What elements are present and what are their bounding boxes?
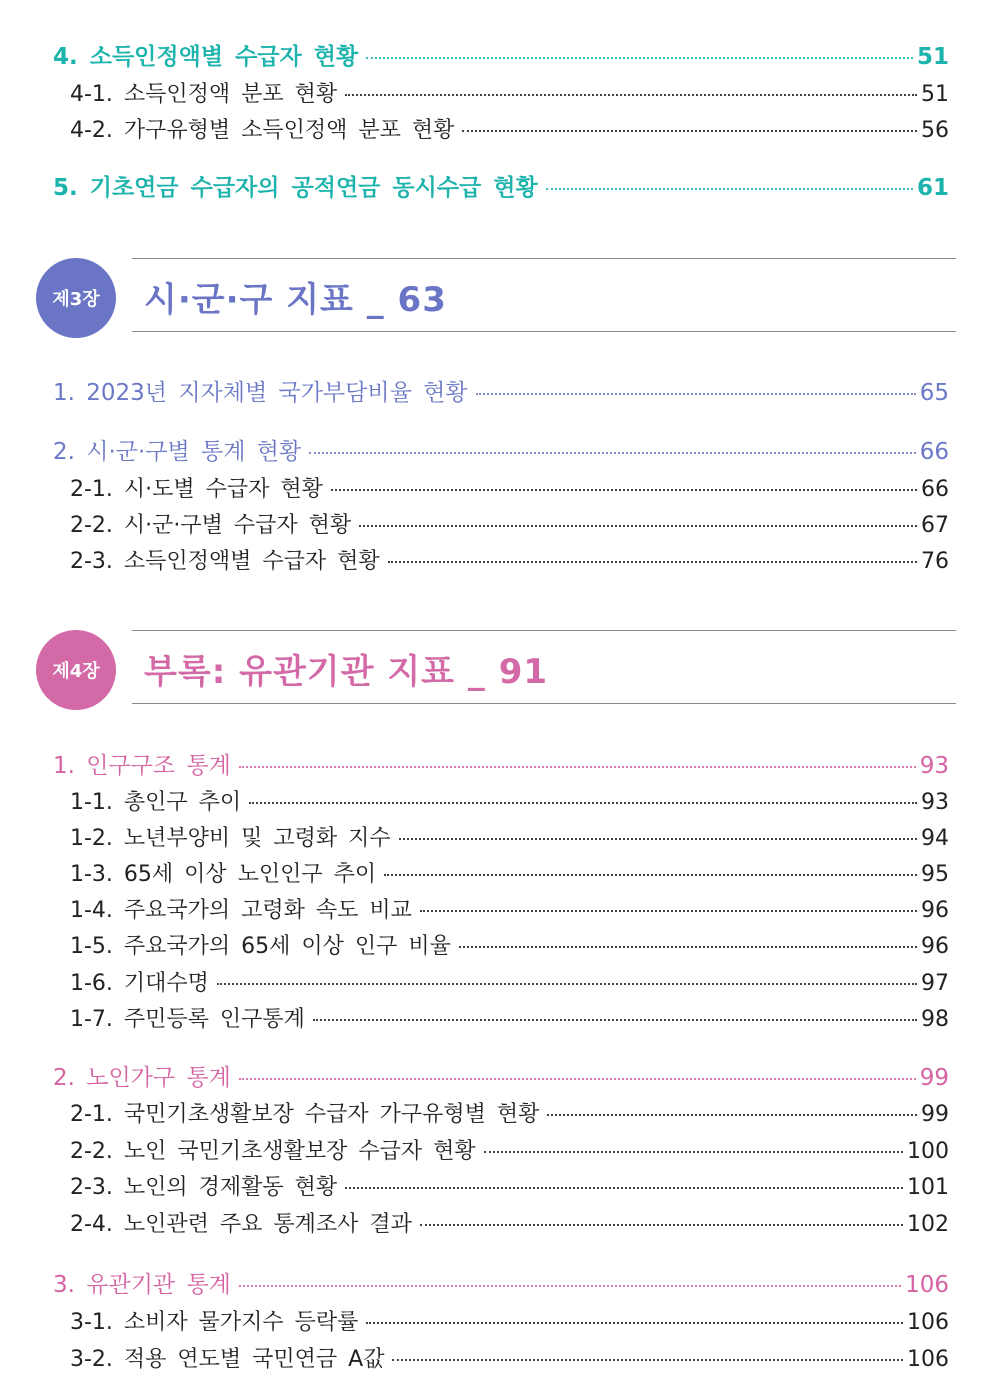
toc-page-number: 94 — [921, 826, 949, 851]
toc-entry-text: 2-4. 노인관련 주요 통계조사 결과 — [70, 1212, 412, 1237]
toc-page-number: 102 — [907, 1212, 949, 1237]
divider — [132, 258, 956, 259]
chapter-badge: 제4장 — [36, 630, 116, 710]
leader-dots — [217, 983, 917, 985]
toc-entry-text: 1-5. 주요국가의 65세 이상 인구 비율 — [70, 934, 451, 959]
toc-entry-text: 5. 기초연금 수급자의 공적연금 동시수급 현황 — [53, 175, 538, 201]
toc-ch4-sub-1-3[interactable] — [70, 857, 949, 887]
leader-dots — [309, 452, 915, 454]
leader-dots — [420, 1224, 903, 1226]
toc-page-number: 93 — [921, 790, 949, 815]
leader-dots — [484, 1151, 903, 1153]
leader-dots — [313, 1019, 917, 1021]
leader-dots — [462, 130, 917, 132]
toc-ch4-sub-1-7[interactable] — [70, 1002, 949, 1032]
toc-page-number: 99 — [919, 1065, 949, 1091]
toc-page-number: 61 — [916, 175, 949, 201]
toc-page-number: 93 — [919, 753, 949, 779]
toc-page-number: 99 — [921, 1102, 949, 1127]
leader-dots — [239, 766, 916, 768]
leader-dots — [476, 393, 916, 395]
toc-section-4[interactable] — [53, 38, 949, 70]
toc-page-number: 106 — [905, 1272, 949, 1298]
toc-entry-text: 4. 소득인정액별 수급자 현황 — [53, 44, 359, 70]
toc-page-number: 66 — [919, 439, 949, 465]
toc-entry-text: 1. 2023년 지자체별 국가부담비율 현황 — [53, 380, 468, 406]
toc-ch4-sub-3-1[interactable] — [70, 1305, 949, 1335]
toc-page-number: 96 — [921, 898, 949, 923]
leader-dots — [399, 838, 917, 840]
leader-dots — [366, 1322, 903, 1324]
leader-dots — [384, 874, 917, 876]
divider — [132, 630, 956, 631]
toc-entry-text: 1-7. 주민등록 인구통계 — [70, 1007, 305, 1032]
toc-ch4-sub-1-1[interactable] — [70, 785, 949, 815]
toc-page-number: 65 — [919, 380, 949, 406]
toc-entry-text: 2-1. 국민기초생활보장 수급자 가구유형별 현황 — [70, 1102, 540, 1127]
toc-ch4-sub-2-1[interactable] — [70, 1097, 949, 1127]
toc-ch3-sub-2-3[interactable] — [70, 544, 949, 574]
divider — [132, 703, 956, 704]
toc-subsection-4-1[interactable] — [70, 77, 949, 107]
toc-entry-text: 1-6. 기대수명 — [70, 971, 209, 996]
toc-entry-text: 1. 인구구조 통계 — [53, 753, 231, 779]
toc-subsection-4-2[interactable] — [70, 113, 949, 143]
toc-entry-text: 3-1. 소비자 물가지수 등락률 — [70, 1310, 359, 1335]
toc-ch4-sub-1-5[interactable] — [70, 929, 949, 959]
toc-page-number: 67 — [921, 513, 949, 538]
toc-entry-text: 2-2. 시·군·구별 수급자 현황 — [70, 513, 352, 538]
toc-ch4-sub-2-2[interactable] — [70, 1134, 949, 1164]
leader-dots — [239, 1078, 916, 1080]
leader-dots — [239, 1285, 901, 1287]
toc-entry-text: 2. 노인가구 통계 — [53, 1065, 231, 1091]
toc-ch4-sub-2-3[interactable] — [70, 1170, 949, 1200]
chapter-title: 시·군·구 지표 _ 63 — [144, 280, 447, 320]
toc-ch4-sub-2-4[interactable] — [70, 1207, 949, 1237]
leader-dots — [345, 1187, 903, 1189]
toc-ch3-sub-2-1[interactable] — [70, 472, 949, 502]
chapter-title: 부록: 유관기관 지표 _ 91 — [144, 652, 549, 692]
toc-entry-text: 3. 유관기관 통계 — [53, 1272, 231, 1298]
toc-entry-text: 1-1. 총인구 추이 — [70, 790, 242, 815]
toc-page-number: 95 — [921, 862, 949, 887]
toc-ch4-sub-1-2[interactable] — [70, 821, 949, 851]
toc-ch4-sub-3-2[interactable] — [70, 1342, 949, 1372]
leader-dots — [331, 489, 917, 491]
toc-entry-text: 1-4. 주요국가의 고령화 속도 비교 — [70, 898, 412, 923]
leader-dots — [547, 1114, 917, 1116]
toc-page-number: 98 — [921, 1007, 949, 1032]
toc-page-number: 106 — [907, 1347, 949, 1372]
toc-entry-text: 2. 시·군·구별 통계 현황 — [53, 439, 302, 465]
toc-ch3-section-1[interactable] — [53, 374, 949, 406]
leader-dots — [546, 188, 913, 190]
toc-page-number: 101 — [907, 1175, 949, 1200]
toc-ch4-sub-1-4[interactable] — [70, 893, 949, 923]
toc-page-number: 66 — [921, 477, 949, 502]
toc-entry-text: 2-3. 노인의 경제활동 현황 — [70, 1175, 338, 1200]
toc-entry-text: 4-1. 소득인정액 분포 현황 — [70, 82, 338, 107]
toc-ch3-section-2[interactable] — [53, 433, 949, 465]
leader-dots — [420, 910, 917, 912]
toc-page-number: 106 — [907, 1310, 949, 1335]
leader-dots — [388, 561, 917, 563]
leader-dots — [345, 94, 917, 96]
toc-entry-text: 2-1. 시·도별 수급자 현황 — [70, 477, 323, 502]
toc-page-number: 56 — [921, 118, 949, 143]
toc-entry-text: 2-3. 소득인정액별 수급자 현황 — [70, 549, 380, 574]
toc-page-number: 51 — [921, 82, 949, 107]
toc-page-number: 51 — [916, 44, 949, 70]
toc-ch4-section-2[interactable] — [53, 1059, 949, 1091]
leader-dots — [366, 57, 913, 59]
chapter-3-header — [36, 258, 956, 338]
toc-page-number: 97 — [921, 971, 949, 996]
toc-page-number: 96 — [921, 934, 949, 959]
toc-entry-text: 4-2. 가구유형별 소득인정액 분포 현황 — [70, 118, 455, 143]
divider — [132, 331, 956, 332]
toc-entry-text: 1-2. 노년부양비 및 고령화 지수 — [70, 826, 391, 851]
toc-entry-text: 1-3. 65세 이상 노인인구 추이 — [70, 862, 377, 887]
leader-dots — [359, 525, 917, 527]
leader-dots — [392, 1359, 903, 1361]
toc-entry-text: 2-2. 노인 국민기초생활보장 수급자 현황 — [70, 1139, 476, 1164]
toc-ch4-sub-1-6[interactable] — [70, 966, 949, 996]
toc-ch3-sub-2-2[interactable] — [70, 508, 949, 538]
toc-entry-text: 3-2. 적용 연도별 국민연금 A값 — [70, 1347, 385, 1372]
leader-dots — [459, 946, 917, 948]
chapter-4-header — [36, 630, 956, 710]
toc-ch4-section-1[interactable] — [53, 747, 949, 779]
toc-page-number: 76 — [921, 549, 949, 574]
chapter-badge: 제3장 — [36, 258, 116, 338]
toc-section-5[interactable] — [53, 169, 949, 201]
leader-dots — [249, 802, 917, 804]
toc-page-number: 100 — [907, 1139, 949, 1164]
toc-ch4-section-3[interactable] — [53, 1266, 949, 1298]
